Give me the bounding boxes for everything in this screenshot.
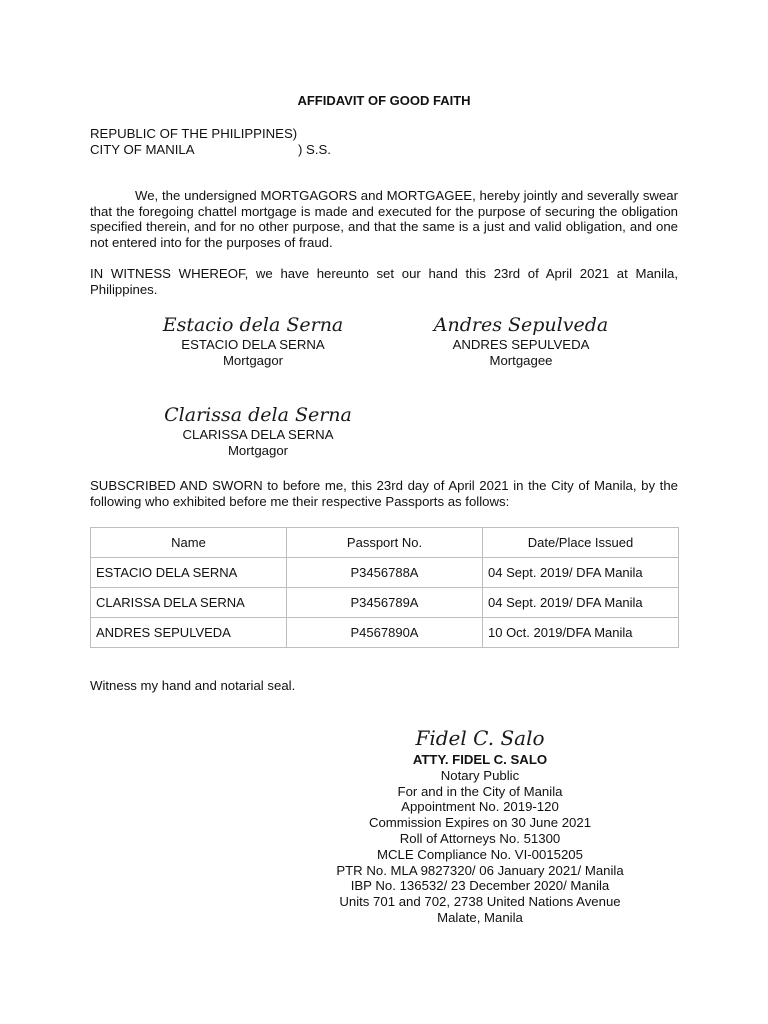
- cell-passport: P3456788A: [287, 558, 483, 588]
- venue-line-1: REPUBLIC OF THE PHILIPPINES): [90, 126, 298, 141]
- handwritten-signature: Estacio dela Serna: [162, 314, 344, 336]
- handwritten-signature: Andres Sepulveda: [433, 314, 609, 336]
- notary-detail-line: MCLE Compliance No. VI-0015205: [377, 846, 583, 862]
- table-header-row: [91, 528, 679, 558]
- notary-block: [315, 724, 645, 926]
- signatory-name: ANDRES SEPULVEDA: [452, 337, 590, 352]
- notary-detail-line: Malate, Manila: [437, 909, 523, 925]
- column-header-name: Name: [91, 528, 287, 558]
- signatory-role: Mortgagee: [489, 353, 553, 368]
- notary-detail-line: IBP No. 136532/ 23 December 2020/ Manila: [350, 878, 610, 894]
- cell-date-place: 04 Sept. 2019/ DFA Manila: [483, 588, 679, 618]
- passport-table: [90, 527, 679, 648]
- signatory-role: Mortgagor: [227, 443, 289, 458]
- cell-date-place: 10 Oct. 2019/DFA Manila: [483, 618, 679, 648]
- signature-block-mortgagee: [411, 313, 631, 369]
- oath-paragraph: We, the undersigned MORTGAGORS and MORTGAGEE, hereby jointly and severally swear that the foregoing chattel mortgage is made and executed for the purpose of securing the obligation specified therein, and for no other purpose, and that the same is a just and valid obligation, and one not entered into for the purposes of fraud.: [90, 188, 678, 250]
- notary-detail-line: For and in the City of Manila: [397, 783, 563, 799]
- notary-detail-line: Commission Expires on 30 June 2021: [368, 815, 592, 831]
- cell-name: CLARISSA DELA SERNA: [91, 588, 287, 618]
- witness-whereof-paragraph: IN WITNESS WHEREOF, we have hereunto set our hand this 23rd of April 2021 at Manila, Philippines.: [90, 266, 678, 297]
- cell-passport: P4567890A: [287, 618, 483, 648]
- notary-name: ATTY. FIDEL C. SALO: [412, 752, 548, 767]
- venue-city: CITY OF MANILA: [90, 142, 195, 157]
- signatory-name: CLARISSA DELA SERNA: [182, 427, 334, 442]
- table-row: [91, 618, 679, 648]
- notary-signature: Fidel C. Salo: [415, 726, 545, 750]
- column-header-passport: Passport No.: [287, 528, 483, 558]
- table-row: [91, 558, 679, 588]
- cell-name: ANDRES SEPULVEDA: [91, 618, 287, 648]
- notary-detail-line: PTR No. MLA 9827320/ 06 January 2021/ Manila: [336, 862, 624, 878]
- venue-ss: ) S.S.: [298, 142, 331, 157]
- handwritten-signature: Clarissa dela Serna: [164, 404, 352, 426]
- cell-name: ESTACIO DELA SERNA: [91, 558, 287, 588]
- signatory-role: Mortgagor: [222, 353, 284, 368]
- cell-passport: P3456789A: [287, 588, 483, 618]
- table-row: [91, 588, 679, 618]
- signature-block-mortgagor-2: [148, 403, 368, 459]
- notary-detail-line: Appointment No. 2019-120: [401, 799, 559, 815]
- subscribed-sworn-paragraph: SUBSCRIBED AND SWORN to before me, this 23rd day of April 2021 in the City of Manila, by the following who exhibited before me their respective Passports as follows:: [90, 478, 678, 509]
- signature-block-mortgagor-1: [143, 313, 363, 369]
- witness-line: Witness my hand and notarial seal.: [90, 678, 296, 693]
- notary-detail-line: Notary Public: [440, 767, 520, 783]
- column-header-date-place: Date/Place Issued: [483, 528, 679, 558]
- document-title: AFFIDAVIT OF GOOD FAITH: [297, 93, 471, 108]
- cell-date-place: 04 Sept. 2019/ DFA Manila: [483, 558, 679, 588]
- notary-detail-line: Units 701 and 702, 2738 United Nations Avenue: [339, 894, 621, 910]
- signatory-name: ESTACIO DELA SERNA: [181, 337, 325, 352]
- notary-detail-line: Roll of Attorneys No. 51300: [399, 830, 561, 846]
- venue-line-2: [90, 142, 331, 157]
